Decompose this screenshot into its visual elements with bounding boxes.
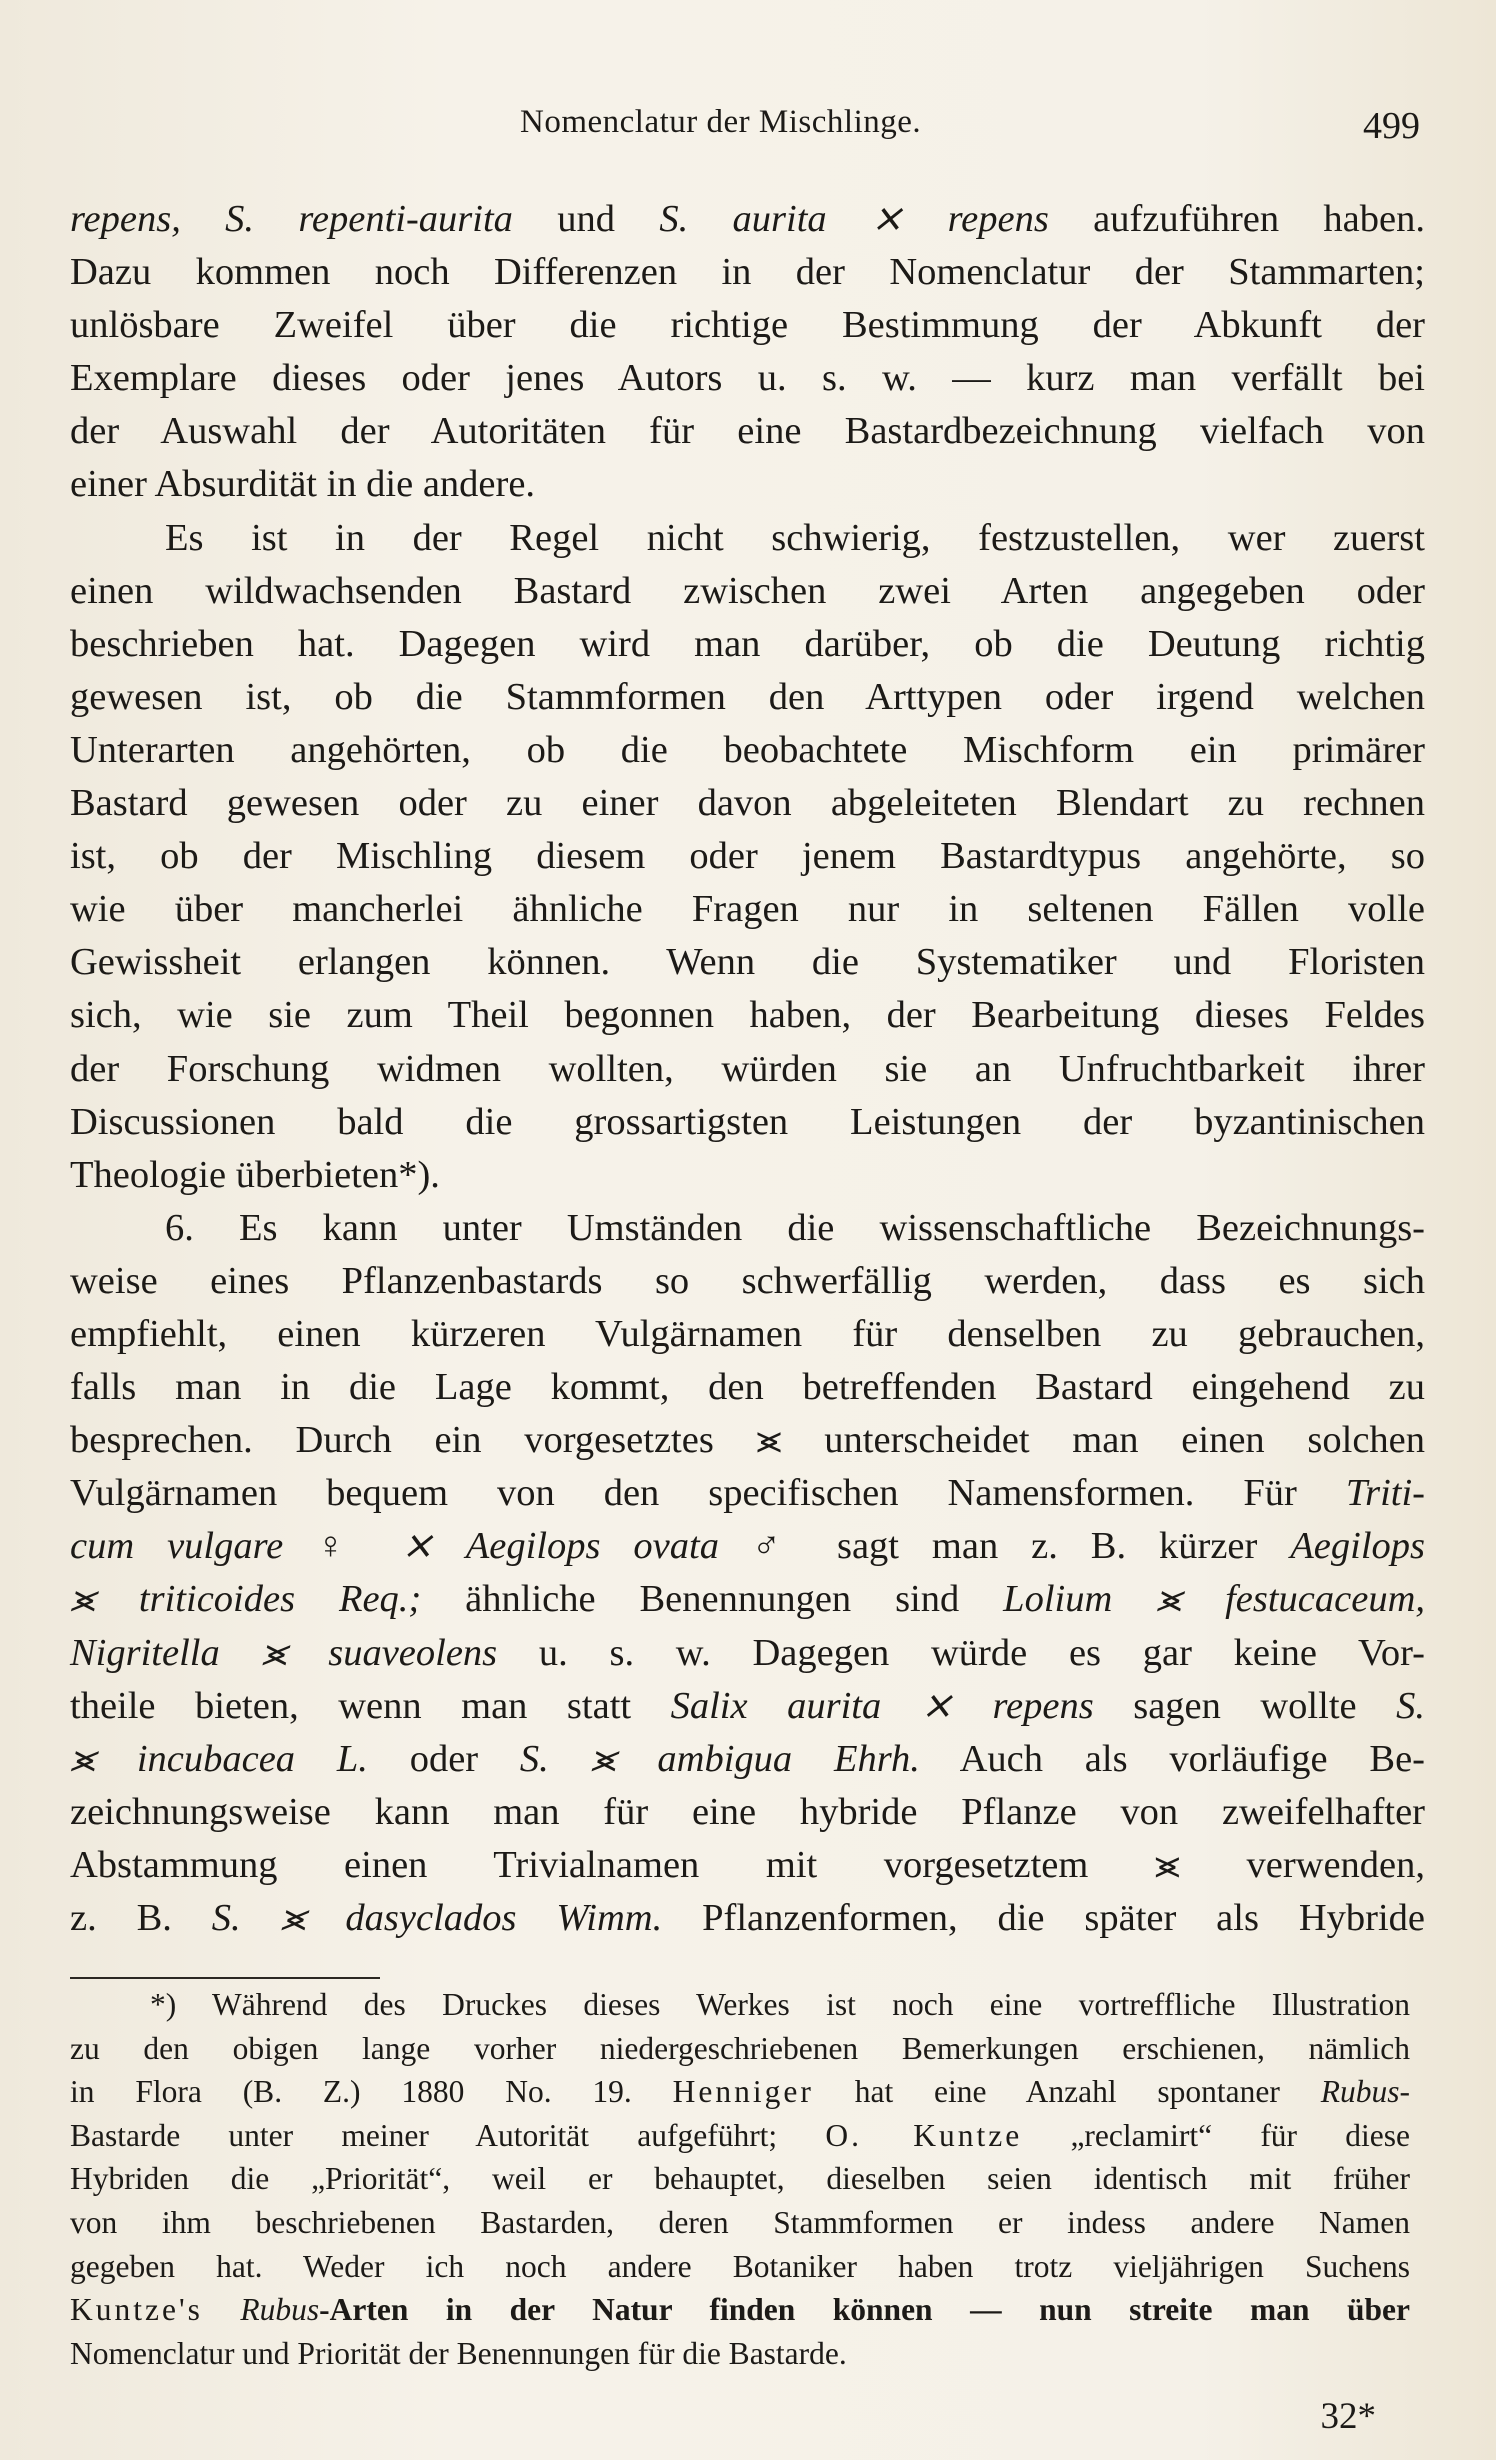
text-line: besprechen. Durch ein vorgesetztes ⪤ unterscheidet man einen solchen	[70, 1419, 1425, 1462]
text-line: ist, ob der Mischling diesem oder jenem Bastardtypus angehörte, so	[70, 835, 1425, 878]
text-line: der Auswahl der Autoritäten für eine Bastardbezeichnung vielfach von	[70, 410, 1425, 453]
text-line: z. B. S. ⪤ dasyclados Wimm. Pflanzenformen, die später als Hybride	[70, 1897, 1425, 1939]
footnote-line: *) Während des Druckes dieses Werkes ist noch eine vortreffliche Illustration	[150, 1987, 1410, 2022]
text-line: ⪤ incubacea L. oder S. ⪤ ambigua Ehrh. Auch als vorläufige Be-	[70, 1737, 1425, 1780]
text-line: Theologie überbieten*).	[70, 1153, 440, 1196]
text-line: sich, wie sie zum Theil begonnen haben, der Bearbeitung dieses Feldes	[70, 994, 1425, 1037]
text-line: ⪤ triticoides Req.; ähnliche Benennungen sind Lolium ⪤ festucaceum,	[70, 1578, 1426, 1621]
running-title: Nomenclatur der Mischlinge.	[520, 104, 922, 140]
text-line: Abstammung einen Trivialnamen mit vorgesetztem ⪤ verwenden,	[70, 1843, 1425, 1886]
text-line: cum vulgare ♀ ⨯ Aegilops ovata ♂ sagt man z. B. kürzer Aegilops	[70, 1525, 1425, 1568]
text-line: Dazu kommen noch Differenzen in der Nomenclatur der Stammarten;	[70, 251, 1425, 294]
footnote-line: in Flora (B. Z.) 1880 No. 19. Henniger hat eine Anzahl spontaner Rubus-	[70, 2074, 1410, 2110]
text-line: empfiehlt, einen kürzeren Vulgärnamen für denselben zu gebrauchen,	[70, 1312, 1425, 1355]
text-line: der Forschung widmen wollten, würden sie an Unfruchtbarkeit ihrer	[70, 1047, 1425, 1090]
text-line: theile bieten, wenn man statt Salix aurita ⨯ repens sagen wollte S.	[70, 1684, 1425, 1727]
text-line: 6. Es kann unter Umständen die wissenschaftliche Bezeichnungs-	[165, 1206, 1425, 1249]
page-number: 499	[1363, 105, 1420, 147]
text-line: zeichnungsweise kann man für eine hybride Pflanze von zweifelhafter	[70, 1790, 1425, 1833]
footnote-line: zu den obigen lange vorher niedergeschriebenen Bemerkungen erschienen, nämlich	[70, 2030, 1410, 2066]
text-line: unlösbare Zweifel über die richtige Bestimmung der Abkunft der	[70, 304, 1425, 347]
footnote-line: Hybriden die „Priorität“, weil er behauptet, dieselben seien identisch mit früher	[70, 2161, 1410, 2197]
footnote-line: Bastarde unter meiner Autorität aufgeführt; O. Kuntze „reclamirt“ für diese	[70, 2117, 1410, 2153]
text-line: einer Absurdität in die andere.	[70, 463, 536, 506]
text-line: beschrieben hat. Dagegen wird man darüber, ob die Deutung richtig	[70, 622, 1425, 665]
text-line: Es ist in der Regel nicht schwierig, festzustellen, wer zuerst	[165, 516, 1425, 559]
text-line: Gewissheit erlangen können. Wenn die Systematiker und Floristen	[70, 941, 1425, 984]
footnote-rule	[70, 1977, 380, 1979]
text-line: falls man in die Lage kommt, den betreffenden Bastard eingehend zu	[70, 1366, 1425, 1409]
text-line: Bastard gewesen oder zu einer davon abgeleiteten Blendart zu rechnen	[70, 782, 1425, 825]
main-text	[70, 193, 1425, 1945]
text-line: Nigritella ⪤ suaveolens u. s. w. Dagegen würde es gar keine Vor-	[70, 1631, 1425, 1674]
text-line: Unterarten angehörten, ob die beobachtete Mischform ein primärer	[70, 728, 1425, 771]
footnote-line: Nomenclatur und Priorität der Benennungen für die Bastarde.	[70, 2335, 847, 2371]
footnote-line: gegeben hat. Weder ich noch andere Botaniker haben trotz vieljährigen Suchens	[70, 2248, 1410, 2284]
text-line: weise eines Pflanzenbastards so schwerfällig werden, dass es sich	[70, 1259, 1425, 1302]
text-line: Exemplare dieses oder jenes Autors u. s. w. — kurz man verfällt bei	[70, 357, 1425, 400]
signature-mark: 32*	[1320, 2396, 1376, 2437]
text-line: repens, S. repenti-aurita und S. aurita ⨯ repens aufzuführen haben.	[70, 198, 1425, 240]
text-line: Vulgärnamen bequem von den specifischen Namensformen. Für Triti-	[70, 1472, 1425, 1515]
text-line: Discussionen bald die grossartigsten Leistungen der byzantinischen	[70, 1100, 1425, 1143]
text-line: gewesen ist, ob die Stammformen den Arttypen oder irgend welchen	[70, 675, 1425, 718]
text-line: wie über mancherlei ähnliche Fragen nur in seltenen Fällen volle	[70, 888, 1425, 931]
footnote-line: Kuntze's Rubus-Arten in der Natur finden können — nun streite man über	[70, 2292, 1411, 2328]
page-header	[520, 100, 1430, 160]
footnote-line: von ihm beschriebenen Bastarden, deren Stammformen er indess andere Namen	[70, 2204, 1410, 2240]
text-line: einen wildwachsenden Bastard zwischen zwei Arten angegeben oder	[70, 569, 1425, 612]
footnote	[70, 1983, 1410, 2375]
